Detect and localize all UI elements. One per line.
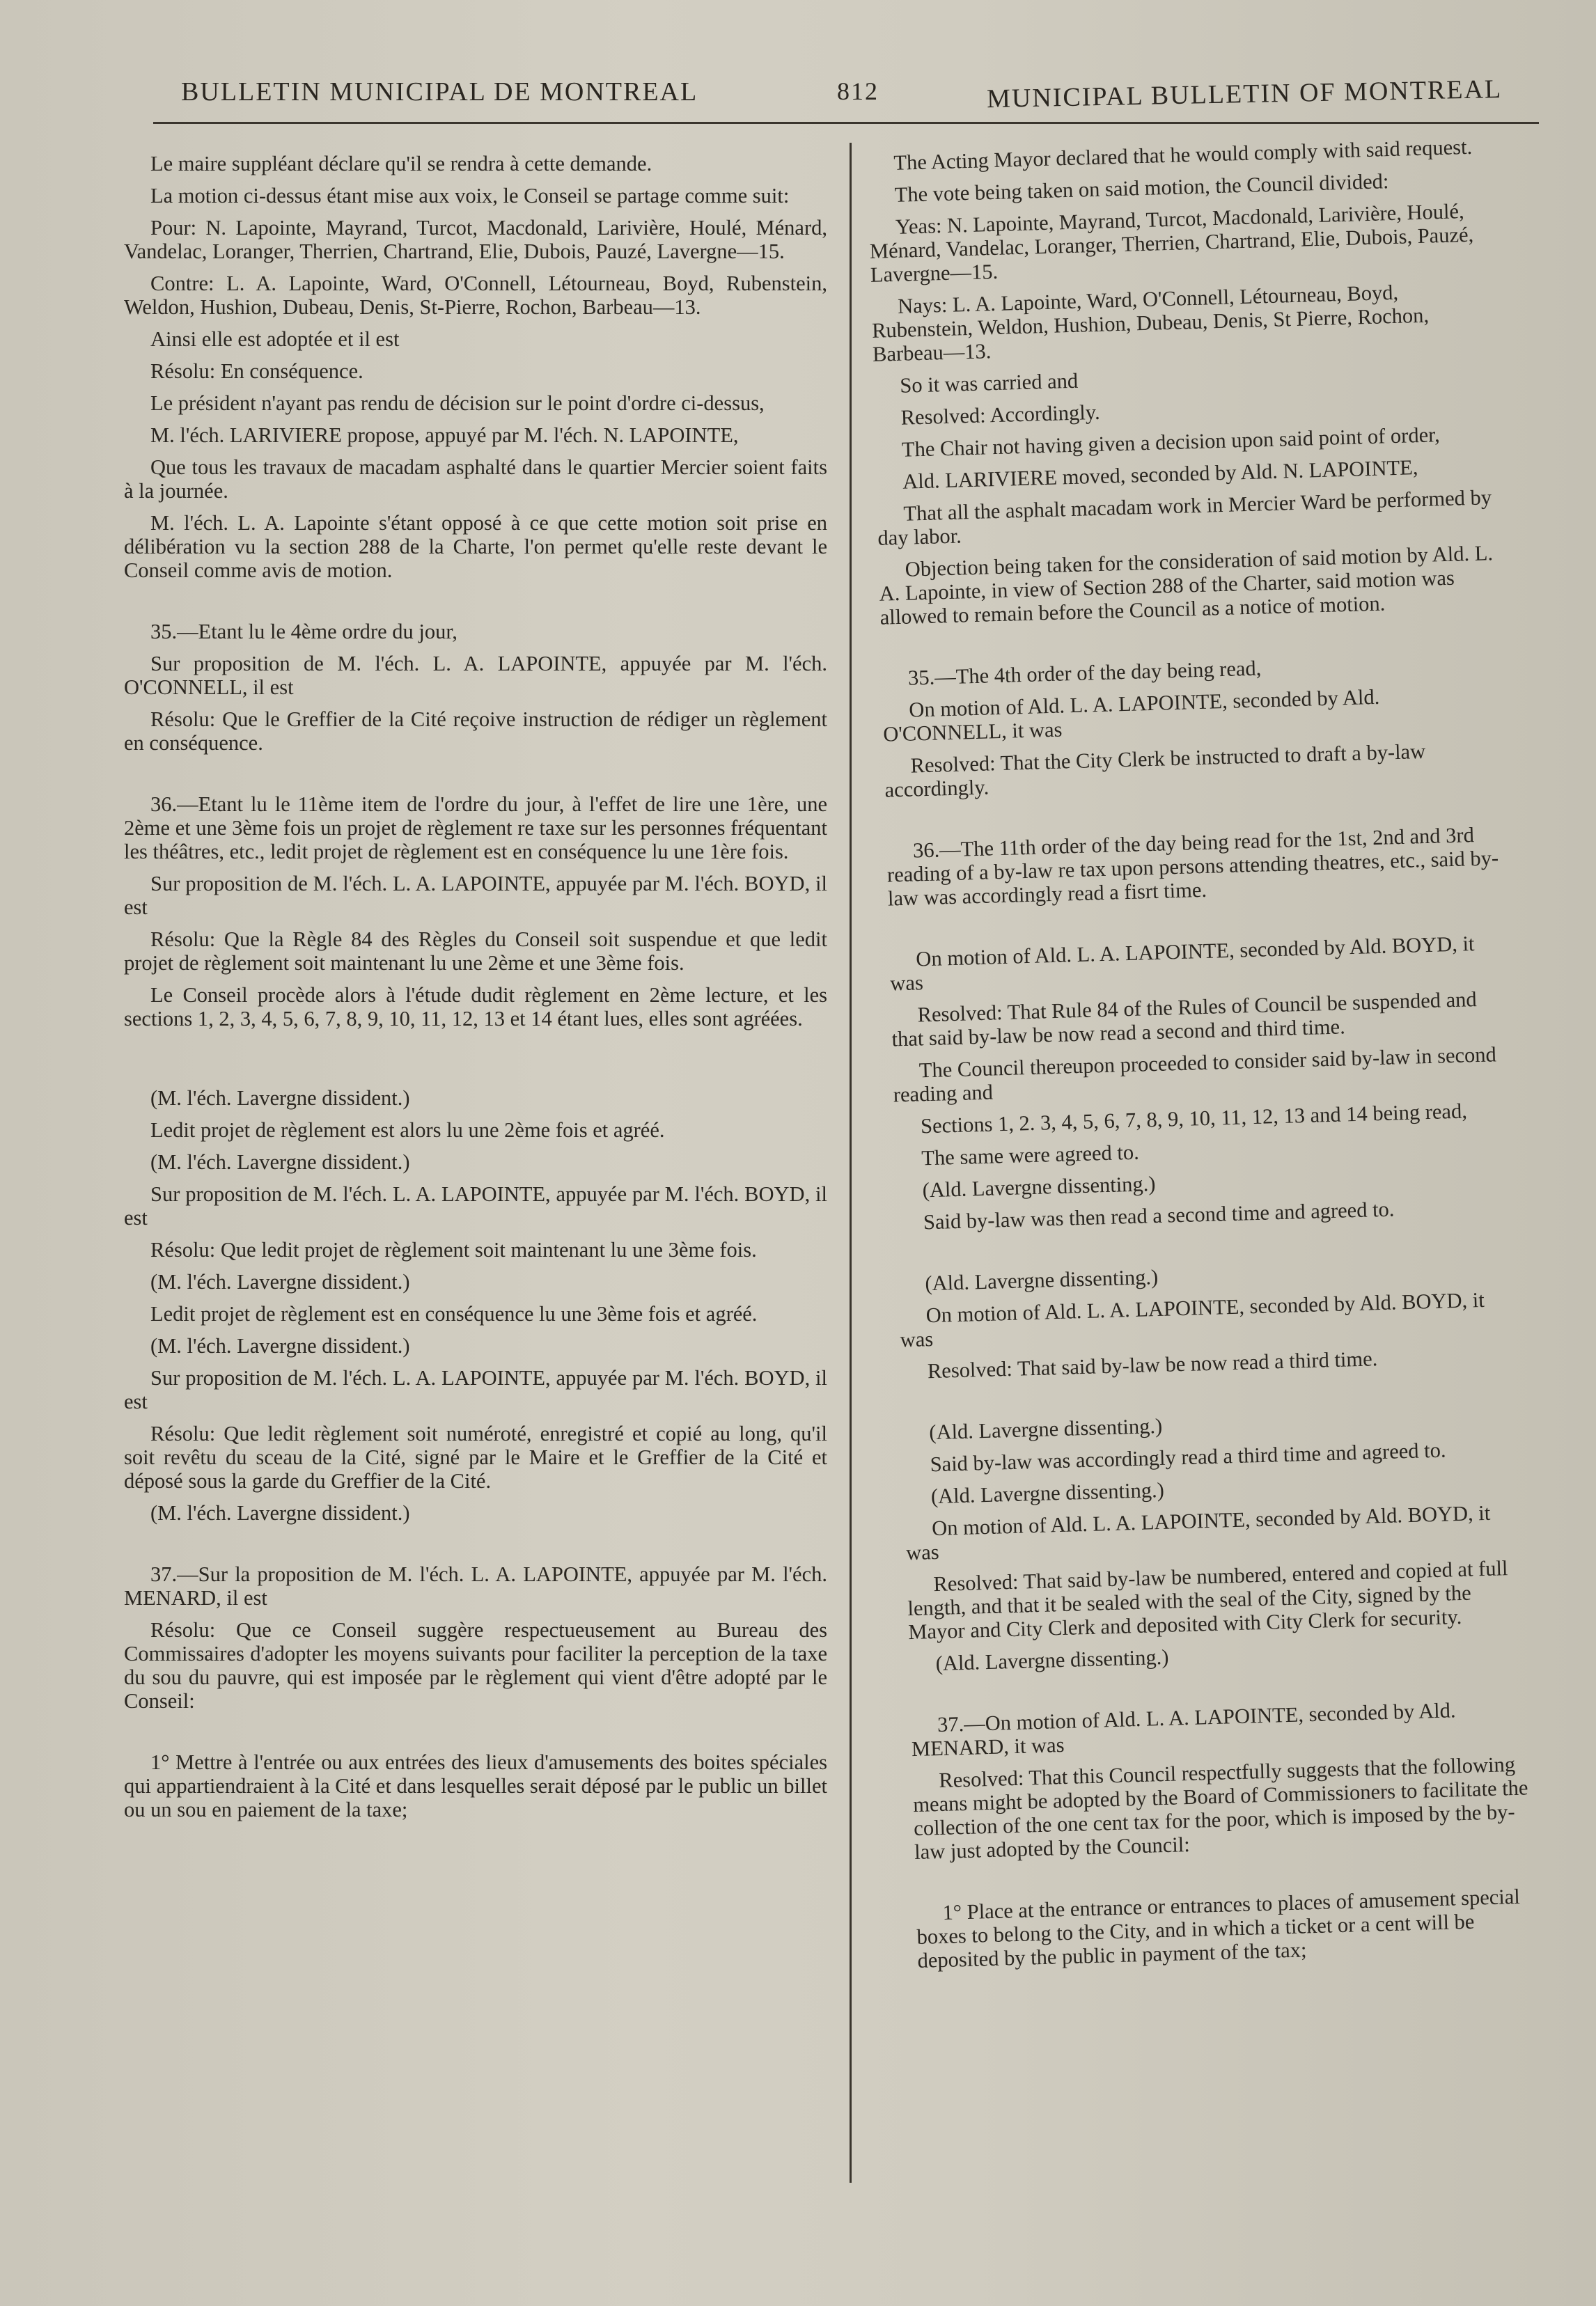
en-paragraph: (Ald. Lavergne dissenting.) <box>935 1645 1169 1676</box>
en-paragraph: Resolved: That this Council respectfully suggests that the following means might be adopted by the Board of Commissioners to facilitate the collection of the one cent tax for the poor, which is imposed by the by-law just adopted by the Council: <box>912 1752 1528 1865</box>
page-number: 812 <box>837 77 879 105</box>
en-paragraph: On motion of Ald. L. A. LAPOINTE, seconded by Ald. BOYD, it was <box>905 1500 1491 1565</box>
fr-paragraph: Le président n'ayant pas rendu de décision sur le point d'ordre ci-dessus, <box>150 391 765 415</box>
fr-paragraph: (M. l'éch. Lavergne dissident.) <box>150 1086 410 1110</box>
en-paragraph: Resolved: That the City Clerk be instructed to draft a by-law accordingly. <box>884 739 1426 802</box>
fr-paragraph: M. l'éch. L. A. Lapointe s'étant opposé à ce que cette motion soit prise en délibération vu la section 288 de la Charte, l'on permet qu'elle reste devant le Conseil comme avis de motion. <box>124 511 827 582</box>
header-english-title: MUNICIPAL BULLETIN OF MONTREAL <box>986 74 1503 114</box>
en-paragraph: Resolved: That said by-law be numbered, entered and copied at full length, and that it be sealed with the seal of the City, signed by the Mayor and City Clerk and deposited with City Clerk for security. <box>907 1556 1508 1645</box>
fr-paragraph: Résolu: En conséquence. <box>150 359 363 383</box>
fr-paragraph: Le maire suppléant déclare qu'il se rendra à cette demande. <box>150 152 652 175</box>
en-paragraph: That all the asphalt macadam work in Mercier Ward be performed by day labor. <box>877 485 1492 550</box>
fr-paragraph: Résolu: Que le Greffier de la Cité reçoive instruction de rédiger un règlement en conséquence. <box>124 707 827 755</box>
fr-paragraph: Sur proposition de M. l'éch. L. A. LAPOINTE, appuyée par M. l'éch. BOYD, il est <box>124 1366 827 1413</box>
fr-paragraph: Résolu: Que ce Conseil suggère respectueusement au Bureau des Commissaires d'adopter les moyens suivants pour faciliter la perception de la taxe du sou du pauvre, qui est imposée par le règlement qui vient d'être adopté par le Conseil: <box>124 1618 827 1713</box>
en-paragraph: Objection being taken for the consideration of said motion by Ald. L. A. Lapointe, in view of Section 288 of the Charter, said motion was allowed to remain before the Council as a notice of motion. <box>879 541 1494 629</box>
header-french-title: BULLETIN MUNICIPAL DE MONTREAL <box>181 77 698 107</box>
en-paragraph: On motion of Ald. L. A. LAPOINTE, seconded by Ald. BOYD, it was <box>900 1287 1485 1352</box>
fr-paragraph: Contre: L. A. Lapointe, Ward, O'Connell, Létourneau, Boyd, Rubenstein, Weldon, Hushion, Dubeau, Denis, St-Pierre, Rochon, Barbeau—13. <box>124 272 827 319</box>
fr-paragraph: (M. l'éch. Lavergne dissident.) <box>150 1334 410 1358</box>
en-paragraph: The Chair not having given a decision upon said point of order, <box>901 423 1441 462</box>
english-column <box>867 134 1538 1981</box>
fr-paragraph: (M. l'éch. Lavergne dissident.) <box>150 1501 410 1525</box>
fr-paragraph: Résolu: Que la Règle 84 des Règles du Conseil soit suspendue et que ledit projet de règlement soit maintenant lu une 2ème et une 3ème fois. <box>124 927 827 975</box>
en-paragraph: The Acting Mayor declared that he would comply with said request. <box>893 134 1473 175</box>
en-paragraph: 36.—The 11th order of the day being read for the 1st, 2nd and 3rd reading of a by-law re tax upon persons attending theatres, etc., said by-law was accordingly read a fisrt time. <box>886 823 1499 911</box>
fr-paragraph: Sur proposition de M. l'éch. L. A. LAPOINTE, appuyée par M. l'éch. O'CONNELL, il est <box>124 652 827 699</box>
en-paragraph: 1° Place at the entrance or entrances to places of amusement special boxes to belong to the City, and in which a ticket or a cent will be deposited by the public in payment of the tax; <box>916 1884 1521 1972</box>
fr-paragraph: 37.—Sur la proposition de M. l'éch. L. A. LAPOINTE, appuyée par M. l'éch. MENARD, il est <box>124 1562 827 1610</box>
fr-paragraph: Ledit projet de règlement est alors lu une 2ème fois et agréé. <box>150 1118 665 1142</box>
en-paragraph: Ald. LARIVIERE moved, seconded by Ald. N. LAPOINTE, <box>902 455 1418 494</box>
fr-paragraph: 35.—Etant lu le 4ème ordre du jour, <box>150 620 457 643</box>
en-paragraph: (Ald. Lavergne dissenting.) <box>924 1264 1159 1296</box>
en-paragraph: 37.—On motion of Ald. L. A. LAPOINTE, seconded by Ald. MENARD, it was <box>911 1698 1456 1762</box>
fr-paragraph: Le Conseil procède alors à l'étude dudit règlement en 2ème lecture, et les sections 1, 2, 3, 4, 5, 6, 7, 8, 9, 10, 11, 12, 13 et 14 étant lues, elles sont agréées. <box>124 983 827 1030</box>
en-paragraph: Resolved: Accordingly. <box>900 400 1101 430</box>
fr-paragraph: Sur proposition de M. l'éch. L. A. LAPOINTE, appuyée par M. l'éch. BOYD, il est <box>124 1182 827 1230</box>
fr-paragraph: Que tous les travaux de macadam asphalté dans le quartier Mercier soient faits à la journée. <box>124 455 827 503</box>
header-rule <box>153 122 1539 124</box>
en-paragraph: Sections 1, 2. 3, 4, 5, 6, 7, 8, 9, 10, 11, 12, 13 and 14 being read, <box>920 1099 1468 1138</box>
en-paragraph: Nays: L. A. Lapointe, Ward, O'Connell, Létourneau, Boyd, Rubenstein, Weldon, Hushion, Dubeau, Denis, St Pierre, Rochon, Barbeau—13. <box>871 280 1430 366</box>
fr-paragraph: M. l'éch. LARIVIERE propose, appuyé par M. l'éch. N. LAPOINTE, <box>150 423 739 447</box>
fr-paragraph: (M. l'éch. Lavergne dissident.) <box>150 1150 410 1174</box>
en-paragraph: Said by-law was accordingly read a third time and agreed to. <box>930 1438 1446 1477</box>
en-paragraph: The Council thereupon proceeded to consider said by-law in second reading and <box>893 1042 1497 1107</box>
en-paragraph: (Ald. Lavergne dissenting.) <box>930 1477 1165 1509</box>
page-header <box>174 70 1530 125</box>
fr-paragraph: La motion ci-dessus étant mise aux voix, le Conseil se partage comme suit: <box>150 184 790 207</box>
fr-paragraph: 36.—Etant lu le 11ème item de l'ordre du jour, à l'effet de lire une 1ère, une 2ème et une 3ème fois un projet de règlement re taxe sur les personnes fréquentant les théâtres, etc., ledit projet de règlement est en conséquence lu une 1ère fois. <box>124 792 827 863</box>
en-paragraph: The vote being taken on said motion, the Council divided: <box>894 169 1389 207</box>
en-paragraph: Resolved: That said by-law be now read a third time. <box>927 1347 1378 1383</box>
en-paragraph: The same were agreed to. <box>921 1140 1140 1170</box>
en-paragraph: (Ald. Lavergne dissenting.) <box>922 1172 1156 1202</box>
en-paragraph: So it was carried and <box>899 368 1079 398</box>
en-paragraph: Said by-law was then read a second time and agreed to. <box>923 1197 1395 1234</box>
fr-paragraph: Résolu: Que ledit projet de règlement soit maintenant lu une 3ème fois. <box>150 1238 757 1262</box>
fr-paragraph: Ainsi elle est adoptée et il est <box>150 327 400 351</box>
fr-paragraph: Pour: N. Lapointe, Mayrand, Turcot, Macdonald, Larivière, Houlé, Ménard, Vandelac, Loranger, Therrien, Chartrand, Elie, Dubois, Pauzé, Lavergne—15. <box>124 216 827 263</box>
column-divider <box>850 143 852 2183</box>
en-paragraph: 35.—The 4th order of the day being read, <box>907 656 1262 690</box>
en-paragraph: Resolved: That Rule 84 of the Rules of Council be suspended and that said by-law be now read a second and third time. <box>891 987 1478 1051</box>
en-paragraph: Yeas: N. Lapointe, Mayrand, Turcot, Macdonald, Larivière, Houlé, Ménard, Vandelac, Loranger, Therrien, Chartrand, Elie, Dubois, Pauzé, Lavergne—15. <box>869 199 1474 287</box>
en-paragraph: (Ald. Lavergne dissenting.) <box>928 1413 1163 1445</box>
fr-paragraph: 1° Mettre à l'entrée ou aux entrées des lieux d'amusements des boites spéciales qui appartiendraient à la Cité et dans lesquelles serait déposé par le public un billet ou un sou en paiement de la taxe; <box>124 1750 827 1821</box>
fr-paragraph: Ledit projet de règlement est en conséquence lu une 3ème fois et agréé. <box>150 1302 758 1326</box>
french-column <box>124 152 827 1830</box>
fr-paragraph: (M. l'éch. Lavergne dissident.) <box>150 1270 410 1294</box>
fr-paragraph: Sur proposition de M. l'éch. L. A. LAPOINTE, appuyée par M. l'éch. BOYD, il est <box>124 872 827 919</box>
en-paragraph: On motion of Ald. L. A. LAPOINTE, seconded by Ald. BOYD, it was <box>889 932 1475 996</box>
en-paragraph: On motion of Ald. L. A. LAPOINTE, seconded by Ald. O'CONNELL, it was <box>882 684 1380 746</box>
fr-paragraph: Résolu: Que ledit règlement soit numéroté, enregistré et copié au long, qu'il soit revêtu du sceau de la Cité, signé par le Maire et le Greffier de la Cité et déposé sous la garde du Greffier de la Cité. <box>124 1422 827 1493</box>
